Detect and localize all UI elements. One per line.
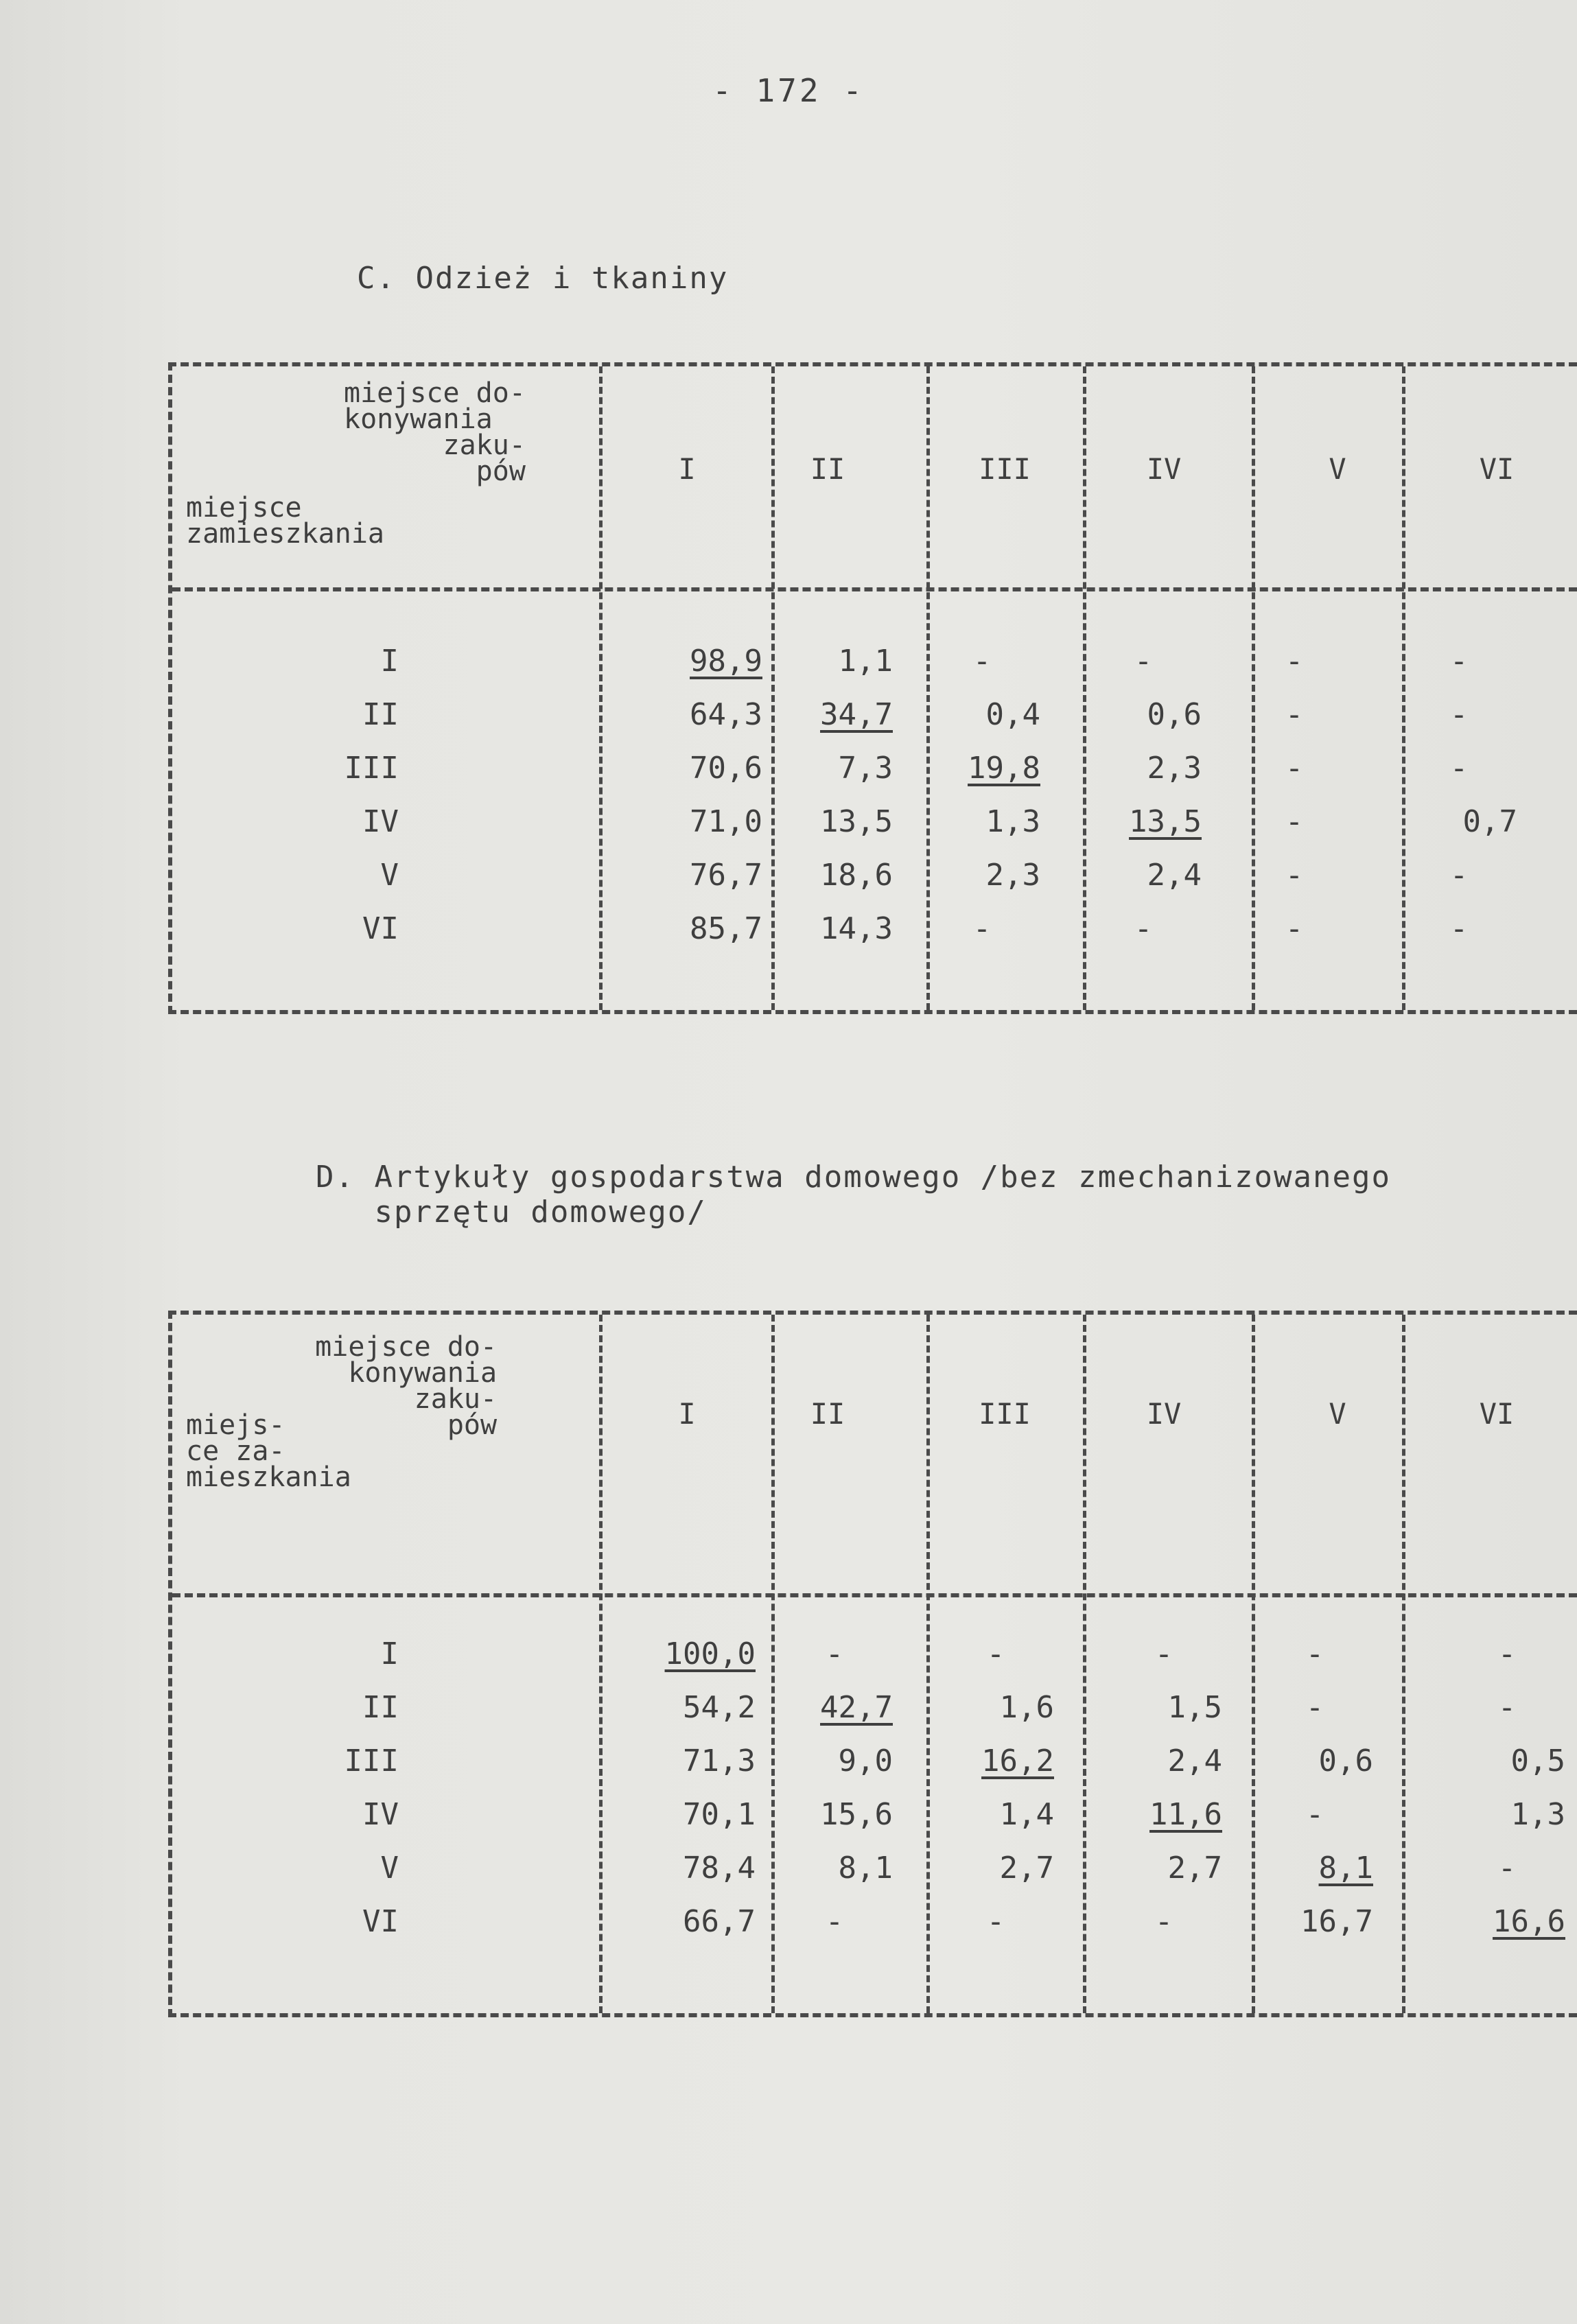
table-cell	[646, 748, 762, 789]
cell-value: 100,0	[664, 1636, 756, 1671]
table-cell	[924, 641, 1040, 682]
table-cell	[1236, 801, 1353, 843]
table-cell	[639, 1794, 756, 1835]
table-cell	[776, 1634, 893, 1675]
table-cell	[1257, 1634, 1373, 1675]
cell-value: 54,2	[683, 1690, 756, 1725]
column-header-v: V	[1329, 452, 1346, 486]
cell-value: 98,9	[690, 644, 762, 679]
table-cell	[646, 641, 762, 682]
cell-value: -	[1154, 1636, 1173, 1671]
row-label: I	[380, 1636, 399, 1671]
cell-value: 64,3	[690, 697, 762, 732]
table-cell	[1449, 1687, 1565, 1728]
cell-value: 42,7	[820, 1690, 893, 1725]
table-cell	[776, 1848, 893, 1889]
row-label: I	[380, 644, 399, 679]
section-d-title: D. Artykuły gospodarstwa domowego /bez zmechanizowanego sprzętu domowego/	[316, 1160, 1391, 1230]
table-cell	[1257, 1794, 1373, 1835]
cell-value: -	[1449, 697, 1469, 732]
table-cell	[937, 1634, 1054, 1675]
cell-value: 18,6	[820, 858, 893, 893]
table-cell	[1401, 694, 1517, 736]
cell-value: -	[1285, 751, 1304, 786]
table-cell	[639, 1741, 756, 1782]
cell-value: 34,7	[820, 697, 893, 732]
table-cell	[1257, 1901, 1373, 1942]
cell-value: -	[1134, 644, 1153, 679]
column-header-iv: IV	[1146, 452, 1182, 486]
cell-value: -	[986, 1636, 1005, 1671]
column-header-vi: VI	[1479, 452, 1515, 486]
cell-value: 13,5	[1129, 804, 1202, 839]
table-cell	[776, 1741, 893, 1782]
table-cell	[1085, 801, 1202, 843]
cell-value: -	[1449, 751, 1469, 786]
cell-value: 78,4	[683, 1851, 756, 1886]
cell-value: -	[825, 1636, 844, 1671]
cell-value: -	[986, 1904, 1005, 1939]
cell-value: -	[1285, 911, 1304, 946]
table-cell	[1236, 855, 1353, 896]
cell-value: -	[1449, 644, 1469, 679]
table-cell	[924, 748, 1040, 789]
table-cell	[924, 801, 1040, 843]
table-cell	[1085, 641, 1202, 682]
column-header-vi: VI	[1479, 1397, 1515, 1431]
table-cell	[1449, 1634, 1565, 1675]
table-cell	[1401, 908, 1517, 950]
table-cell	[639, 1634, 756, 1675]
table-cell	[937, 1848, 1054, 1889]
table-cell	[1236, 694, 1353, 736]
cell-value: 0,5	[1510, 1744, 1565, 1779]
cell-value: 13,5	[820, 804, 893, 839]
cell-value: -	[1305, 1636, 1324, 1671]
cell-value: -	[1285, 644, 1304, 679]
table-cell	[1449, 1848, 1565, 1889]
table-cell	[937, 1687, 1054, 1728]
tblD-column-separator	[926, 1315, 930, 2013]
section-c-title: C. Odzież i tkaniny	[357, 261, 729, 296]
table-cell	[937, 1741, 1054, 1782]
cell-value: 70,6	[690, 751, 762, 786]
cell-value: 19,8	[968, 751, 1040, 786]
row-label: V	[380, 1851, 399, 1886]
cell-value: 1,3	[985, 804, 1040, 839]
cell-value: 16,6	[1493, 1904, 1565, 1939]
table-d	[168, 1311, 1577, 2017]
table-cell	[1236, 908, 1353, 950]
table-cell	[776, 641, 893, 682]
column-header-iii: III	[979, 1397, 1031, 1431]
row-label: III	[344, 751, 399, 786]
column-header-i: I	[678, 452, 696, 486]
cell-value: -	[1134, 911, 1153, 946]
row-label: II	[362, 697, 399, 732]
cell-value: 0,6	[1147, 697, 1202, 732]
row-label: V	[380, 858, 399, 893]
table-cell	[776, 801, 893, 843]
cell-value: 2,7	[999, 1851, 1054, 1886]
table-cell	[1085, 908, 1202, 950]
table-cell	[924, 694, 1040, 736]
table-cell	[924, 908, 1040, 950]
cell-value: -	[1497, 1690, 1517, 1725]
cell-value: 8,1	[1318, 1851, 1373, 1886]
cell-value: -	[1449, 911, 1469, 946]
column-header-ii: II	[810, 1397, 845, 1431]
tblC-column-separator	[599, 366, 603, 1010]
cell-value: 7,3	[838, 751, 893, 786]
cell-value: 70,1	[683, 1797, 756, 1832]
table-cell	[1257, 1848, 1373, 1889]
table-cell	[639, 1901, 756, 1942]
cell-value: -	[1305, 1690, 1324, 1725]
table-cell	[646, 801, 762, 843]
table-cell	[776, 694, 893, 736]
table-cell	[776, 1901, 893, 1942]
table-cell	[776, 908, 893, 950]
table-cell	[776, 855, 893, 896]
table-cell	[1401, 855, 1517, 896]
table-cell	[1236, 641, 1353, 682]
cell-value: 15,6	[820, 1797, 893, 1832]
cell-value: -	[1154, 1904, 1173, 1939]
tblD-column-separator	[1252, 1315, 1255, 2013]
row-label: II	[362, 1690, 399, 1725]
table-cell	[639, 1848, 756, 1889]
cell-value: -	[1497, 1636, 1517, 1671]
table-cell	[1449, 1901, 1565, 1942]
row-label: VI	[362, 1904, 399, 1939]
table-cell	[1449, 1794, 1565, 1835]
cell-value: 85,7	[690, 911, 762, 946]
cell-value: 2,4	[1147, 858, 1202, 893]
table-cell	[646, 855, 762, 896]
table-c	[168, 362, 1577, 1014]
table-cell	[1085, 694, 1202, 736]
cell-value: 76,7	[690, 858, 762, 893]
column-header-v: V	[1329, 1397, 1346, 1431]
table-cell	[937, 1901, 1054, 1942]
table-cell	[1236, 748, 1353, 789]
cell-value: -	[972, 644, 992, 679]
table-cell	[776, 1687, 893, 1728]
cell-value: -	[1285, 697, 1304, 732]
table-cell	[1106, 1848, 1222, 1889]
table-cell	[1106, 1901, 1222, 1942]
table-c-header-divider	[172, 587, 1577, 591]
column-header-iv: IV	[1146, 1397, 1182, 1431]
column-header-iii: III	[979, 452, 1031, 486]
table-cell	[639, 1687, 756, 1728]
table-d-header-purchase-place: miejsce do- konywania zaku- pów	[315, 1331, 498, 1441]
table-cell	[1401, 641, 1517, 682]
cell-value: 11,6	[1149, 1797, 1222, 1832]
table-cell	[1401, 801, 1517, 843]
table-cell	[1106, 1687, 1222, 1728]
table-cell	[1257, 1741, 1373, 1782]
cell-value: -	[1285, 858, 1304, 893]
cell-value: 1,4	[999, 1797, 1054, 1832]
table-cell	[1106, 1634, 1222, 1675]
cell-value: -	[972, 911, 992, 946]
table-d-header-residence: miejs- ce za- mieszkania	[186, 1409, 351, 1493]
cell-value: -	[1449, 858, 1469, 893]
row-label: VI	[362, 911, 399, 946]
table-cell	[937, 1794, 1054, 1835]
cell-value: 1,1	[838, 644, 893, 679]
row-label: IV	[362, 1797, 399, 1832]
cell-value: 2,7	[1167, 1851, 1222, 1886]
cell-value: 71,0	[690, 804, 762, 839]
table-cell	[1401, 748, 1517, 789]
cell-value: -	[1497, 1851, 1517, 1886]
cell-value: 9,0	[838, 1744, 893, 1779]
cell-value: 2,4	[1167, 1744, 1222, 1779]
cell-value: -	[825, 1904, 844, 1939]
cell-value: 2,3	[1147, 751, 1202, 786]
cell-value: 1,3	[1510, 1797, 1565, 1832]
table-cell	[646, 908, 762, 950]
cell-value: 0,4	[985, 697, 1040, 732]
cell-value: -	[1285, 804, 1304, 839]
cell-value: 71,3	[683, 1744, 756, 1779]
table-cell	[1106, 1794, 1222, 1835]
cell-value: 8,1	[838, 1851, 893, 1886]
cell-value: -	[1305, 1797, 1324, 1832]
table-c-header-purchase-place: miejsce do- konywania zaku- pów	[344, 377, 526, 487]
table-c-header-residence: miejsce zamieszkania	[186, 492, 384, 550]
cell-value: 66,7	[683, 1904, 756, 1939]
table-d-header-divider	[172, 1593, 1577, 1597]
column-header-i: I	[678, 1397, 696, 1431]
table-cell	[1106, 1741, 1222, 1782]
page-number: - 172 -	[712, 72, 865, 109]
table-cell	[776, 1794, 893, 1835]
cell-value: 0,6	[1318, 1744, 1373, 1779]
table-cell	[924, 855, 1040, 896]
table-cell	[776, 748, 893, 789]
cell-value: 16,7	[1300, 1904, 1373, 1939]
cell-value: 16,2	[981, 1744, 1054, 1779]
column-header-ii: II	[810, 452, 845, 486]
cell-value: 1,5	[1167, 1690, 1222, 1725]
cell-value: 1,6	[999, 1690, 1054, 1725]
tblD-column-separator	[599, 1315, 603, 2013]
table-cell	[1257, 1687, 1373, 1728]
tblD-column-separator	[1083, 1315, 1086, 2013]
cell-value: 0,7	[1462, 804, 1517, 839]
table-cell	[1449, 1741, 1565, 1782]
row-label: III	[344, 1744, 399, 1779]
table-cell	[1085, 855, 1202, 896]
cell-value: 2,3	[985, 858, 1040, 893]
cell-value: 14,3	[820, 911, 893, 946]
table-cell	[1085, 748, 1202, 789]
row-label: IV	[362, 804, 399, 839]
table-cell	[646, 694, 762, 736]
